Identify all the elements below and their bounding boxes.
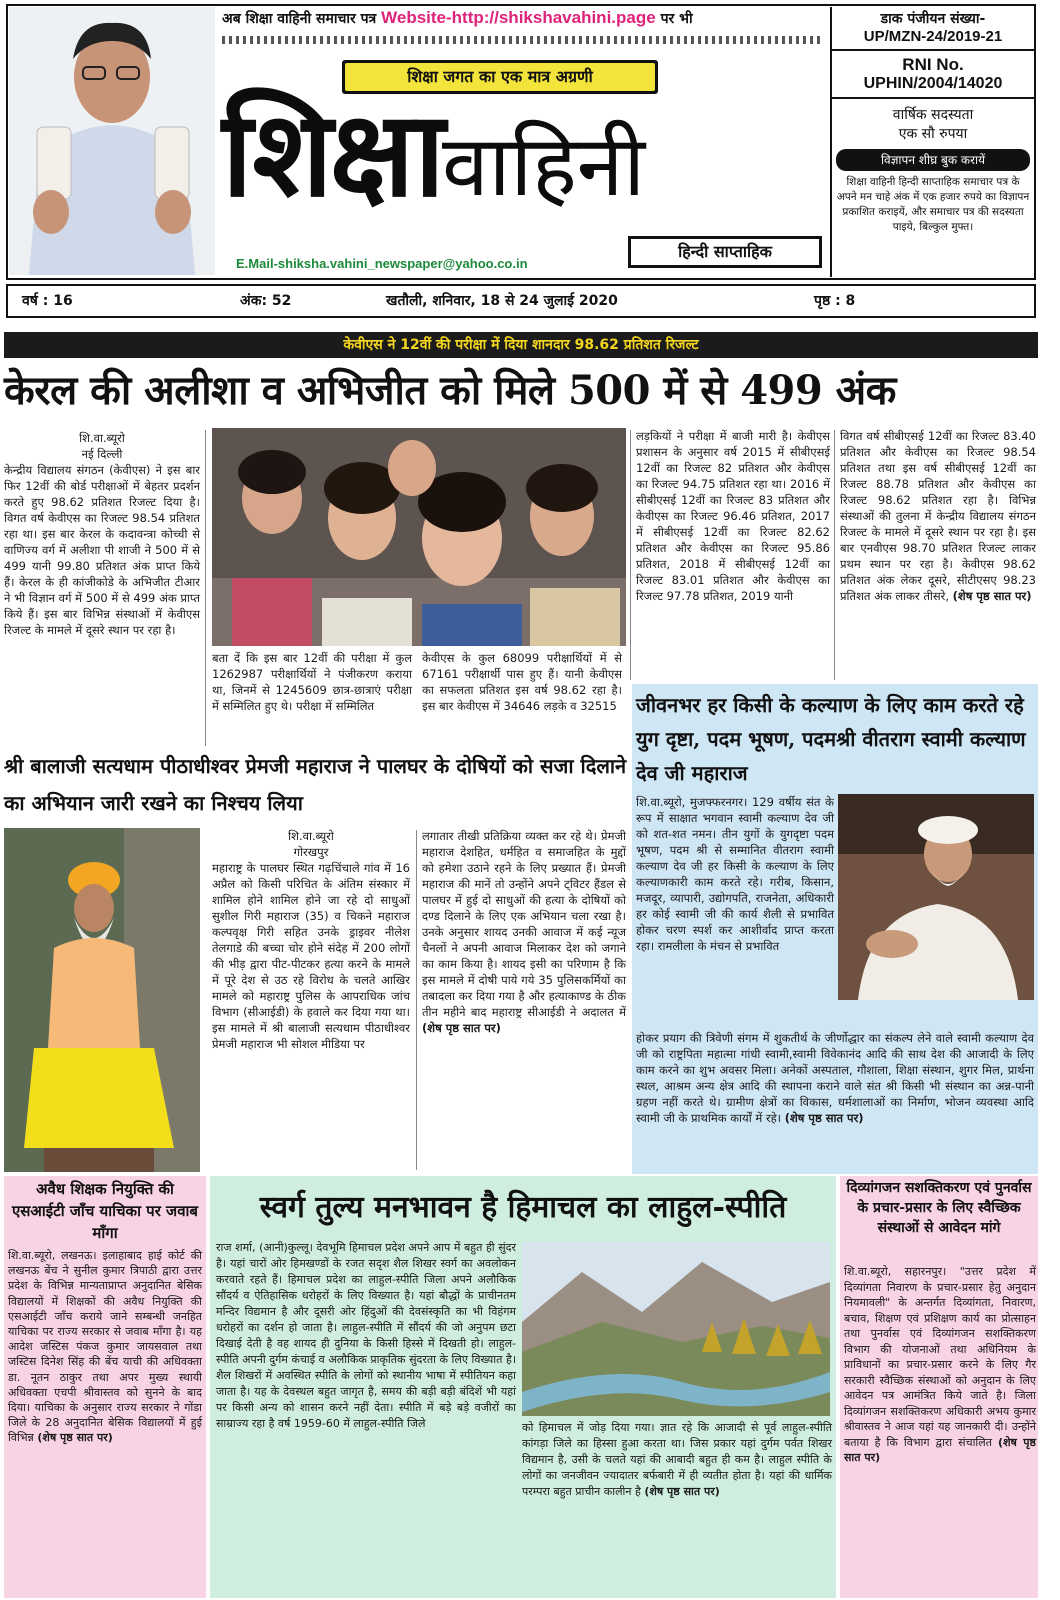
students-celebrating-icon <box>212 428 626 646</box>
story2-headline: श्री बालाजी सत्यधाम पीठाधीश्वर प्रेमजी महाराज ने पालघर के दोषियों को सजा दिलाने का अभियान जारी रखने का निश्चय लिया <box>4 754 627 815</box>
sadhu-photo <box>4 828 200 1172</box>
story1-col1 <box>4 430 200 746</box>
swami-portrait-icon <box>838 794 1034 1000</box>
editor-portrait-icon <box>9 7 215 275</box>
story2-continued: (शेष पृष्ठ सात पर) <box>422 1021 501 1035</box>
rni-number: UPHIN/2004/14020 <box>832 75 1034 99</box>
dateline <box>6 284 1036 318</box>
subscription-line1: वार्षिक सदस्यता <box>892 107 974 123</box>
story1-col4: लड़कियों ने परीक्षा में बाजी मारी है। केवीएस प्रशासन के अनुसार वर्ष 2015 में सीबीएसई 12वीं का रिजल्ट 82 प्रतिशत और केवीएस का रिजल्ट 94.75 प्रतिशत रहा था। 2016 में सीबीएसई 12वीं का रिजल्ट 83 प्रतिशत और केवीएस का रिजल्ट 96.46 प्रतिशत, 2017 में सीबीएसई 12वीं का रिजल्ट 82.62 प्रतिशत और केवीएस का रिजल्ट 95.86 प्रतिशत, 2018 में सीबीएसई 12वीं का रिजल्ट 83.01 प्रतिशत और केवीएस का रिजल्ट 97.78 प्रतिशत, 2019 यानी <box>636 429 830 603</box>
story2-col1-text: महाराष्ट्र के पालघर स्थित गढ़चिंचाले गांव में 16 अप्रैल को किसी परिचित के अंतिम संस्कार में शामिल होने शामिल होने जा रहे दो साधुओं सुशील गिरी महाराज (35) व चिकने महाराज कल्पवृक्ष गिरी सहित उनके ड्राइवर नीलेश तेलगाडे की बच्चा चोर होने संदेह में 200 लोगों की भीड़ द्वारा पीट-पीटकर हत्या करने के मामले में पूरे देश से उठ रहे विरोध के चलते आखिर मामले को महाराष्ट्र पुलिस के आपराधिक जांच विभाग (सीआईडी) के हवाले कर दिया गया था। इस मामले में श्री बालाजी सत्यधाम पीठाधीश्वर प्रेमजी महाराज भी सोशल मीडिया पर <box>212 861 410 1051</box>
story6-headline: दिव्यांगजन सशक्तिकरण एवं पुनर्वास के प्रचार-प्रसार के लिए स्वैच्छिक संस्थाओं से आवेदन मांगे <box>846 1180 1032 1236</box>
title-part1: शिक्षा <box>222 84 442 223</box>
story6-continued: (शेष पृष्ठ सात पर) <box>844 1435 1036 1464</box>
story6-body <box>844 1264 1036 1598</box>
story3-col1: शि.वा.ब्यूरो, मुजफ्फरनगर। 129 वर्षीय संत के रूप में साक्षात भगवान स्वामी कल्याण देव जी को शत-शत नमन। तीन युगों के युगदृष्टा पदम भूषण, पदम श्री से सम्मानित वीतराग स्वामी कल्याण देव जी हर किसी के कल्याण के लिए कल्याणकारी काम करते रहे। गरीब, किसान, मजदूर, व्यापारी, उद्योगपति, राजनेता, अधिकारी हर कोई स्वामी जी की कार्य शैली से प्रभावित होकर चरण स्पर्श कर आशीर्वाद प्राप्त करता रहा। रामलीला के मंचन से प्रभावित <box>636 795 834 953</box>
main-headline: केरल की अलीशा व अभिजीत को मिले 500 में से 499 अंक <box>4 367 896 414</box>
story3-col2-text: होकर प्रयाग की त्रिवेणी संगम में शुकतीर्थ के जीर्णोद्धार का संकल्प लेने वाले स्वामी कल्याण देव जी को राष्ट्रपिता महात्मा गांधी स्वामी,स्वामी विवेकानंद आदि की साथ देश की आजादी के लिए काम करने का शुभ अवसर मिला। अनेकों अस्पताल, गौशाला, शिक्षा संस्थान, शुगर मिल, प्रार्थना स्थल, आश्रम अन्य क्षेत्र आदि की स्थापना कराने वाले संत श्री किसी भी संस्थान का अन्न-पानी ग्रहण नहीं करते थे। ग्रामीण क्षेत्रों का विकास, धर्मशालाओं का निर्माण, भोजन व्यवस्था आदि स्वामी जी के प्राथमिक कार्यों में रहे। <box>636 1031 1034 1125</box>
title-part2: वाहिनी <box>441 117 646 215</box>
story4-continued: (शेष पृष्ठ सात पर) <box>37 1431 113 1445</box>
dateline-issue: अंक: 52 <box>240 293 292 309</box>
sadhu-portrait-icon <box>4 828 200 1172</box>
dateline-year: वर्ष : 16 <box>22 293 73 309</box>
story5-headline: स्वर्ग तुल्य मनभावन है हिमाचल का लाहुल-स्पीति <box>259 1190 787 1225</box>
website-link[interactable]: Website-http://shikshavahini.page <box>381 8 656 27</box>
rni-label: RNI No. <box>902 55 964 74</box>
ad-banner: विज्ञापन शीघ्र बुक करायें <box>836 149 1030 171</box>
story4-body-text: शि.वा.ब्यूरो, लखनऊ। इलाहाबाद हाई कोर्ट की लखनऊ बेंच ने सुनील कुमार त्रिपाठी द्वारा उत्तर प्रदेश के विभिन्न मान्यताप्राप्त अनुदानित बेसिक विद्यालयों में शिक्षकों की अवैध नियुक्ति की एसआईटी जाँच कराये जाने सम्बन्धी जनहित याचिका पर राज्य सरकार से जवाब माँगा है। यह आदेश जस्टिस पंकज कुमार जायसवाल तथा जस्टिस दिनेश सिंह की बेंच याची की अधिवक्ता डा. नूतन ठाकुर तथा अपर मुख्य स्थायी अधिवक्ता एचपी श्रीवास्तव को सुनने के बाद दिया। याचिका के अनुसार राज्य सरकार ने गोंडा जिले के 28 अनुदानित बेसिक विद्यालयों में हुई विभिन्न <box>8 1249 202 1445</box>
info-panel <box>830 7 1034 277</box>
story1-continued: (शेष पृष्ठ सात पर) <box>952 589 1032 603</box>
story4-body <box>8 1248 202 1598</box>
story6-body-text: शि.वा.ब्यूरो, सहारनपुर। "उत्तर प्रदेश में दिव्यांगता निवारण के प्रचार-प्रसार हेतु अनुदान नियमावली" के अन्तर्गत दिव्यांगता, निवारण, बचाव, शिक्षण एवं प्रशिक्षण कार्य का प्रोत्साहन तथा पुनर्वास एवं दिव्यांगजन सशक्तिकरण विभाग की योजनाओं तथा अधिनियम के प्राविधानों का प्रचार-प्रसार करने के लिए गैर सरकारी स्वैच्छिक संस्थाओं को अनुदान के लिए आवेदन पत्र आमंत्रित किये जाते है। जिला दिव्यांगजन सशक्तिकरण अधिकारी अभय कुमार श्रीवास्तव ने आज यहां यह जानकारी दी। उन्होंने बताया है कि विभाग द्वारा संचालित <box>844 1265 1036 1449</box>
story1-col3: केवीएस के कुल 68099 परीक्षार्थियों में से 67161 परीक्षार्थी पास हुए हैं। यानी केवीएस का सफलता प्रतिशत इस वर्ष 98.62 रहा है। इस बार केवीएस में 34646 लड़के व 32515 <box>422 651 622 713</box>
divider <box>205 430 206 746</box>
kicker-band <box>4 332 1038 358</box>
story2-byline1: शि.वा.ब्यूरो <box>288 829 334 843</box>
dateline-place-date: खतौली, शनिवार, 18 से 24 जुलाई 2020 <box>386 293 618 309</box>
masthead-title <box>222 70 824 238</box>
story5-continued: (शेष पृष्ठ सात पर) <box>644 1485 720 1498</box>
story1-col1-text: केन्द्रीय विद्यालय संगठन (केवीएस) ने इस बार फिर 12वीं की बोर्ड परीक्षाओं में बेहतर प्रदर्शन करते हुए 98.62 प्रतिशत रिजल्ट दिया है। विगत वर्ष केवीएस का रिजल्ट 98.54 प्रतिशत रहा था। इस बार केरल के कदावन्त्रा कोच्ची से वाणिज्य वर्ग में अलीशा पी शाजी ने 500 में से 499 यानी 99.80 प्रतिशत अंक प्राप्त किये हैं। केरल के ही कांजीकोडे के अभिजीत टीआर ने भी विज्ञान वर्ग में 500 में से 499 अंक प्राप्त किये हैं। इस बार विभिन्न संस्थाओं में केवीएस रिजल्ट के मामले में दूसरे स्थान पर रहा है। <box>4 463 200 637</box>
divider <box>416 830 417 1170</box>
top-line-left: अब शिक्षा वाहिनी समाचार पत्र <box>222 11 377 27</box>
story1-col2: बता दें कि इस बार 12वीं की परीक्षा में कुल 1262987 परीक्षार्थियों ने पंजीकरण कराया था, जिनमें से 1245609 छात्र-छात्राएं परीक्षा में सम्मिलित हुए थे। परीक्षा में सम्मिलित <box>212 651 412 713</box>
tagline: शिक्षा जगत का एक मात्र अग्रणी <box>345 63 655 91</box>
story2-byline2: गोरखपुर <box>293 845 329 859</box>
story2-col2 <box>422 828 626 1170</box>
story1-byline1: शि.वा.ब्यूरो <box>79 431 125 445</box>
subscription-line2: एक सौ रुपया <box>898 126 968 142</box>
divider <box>834 430 835 680</box>
subtitle-box <box>628 236 822 268</box>
story3-headline: जीवनभर हर किसी के कल्याण के लिए काम करते रहे युग दृष्टा, पदम भूषण, पदमश्री वीतराग स्वामी कल्याण देव जी महाराज <box>636 693 1026 785</box>
postal-label: डाक पंजीयन संख्या- <box>880 11 986 27</box>
kicker: केवीएस ने 12वीं की परीक्षा में दिया शानदार 98.62 प्रतिशत रिजल्ट <box>343 337 699 353</box>
story5-col1: राज शर्मा, (आनी)कुल्लू। देवभूमि हिमाचल प्रदेश अपने आप में बहुत ही सुंदर है। यहां चारों ओर हिमखण्डों के रजत सदृश शैल शिखर स्वर्ग का अवलोकन करवाते रहते हैं। हिमाचल प्रदेश का लाहुल-स्पीति जिला अपने अलौकिक सौंदर्य व ऐतिहासिक धरोहरों के लिए विख्यात है। यहां बौद्धों के प्राचीनतम मन्दिर विद्यमान है और दूसरी ओर हिंदुओं की देवसंस्कृति का भी विहंगम धरोहरों का दर्शन हो जाता है। लाहुल-स्पीति में सौंदर्य की जो अनुपम छटा दिखाई देती है वह शायद ही दुनिया के किसी हिस्से में दिखती हो। लाहुल-स्पीति अपनी दुर्गम कंचाई व अलौकिक प्राकृतिक सुंदरता के लिए विख्यात है। शैल शिखरों में अवस्थित स्पीति के लोगों को स्थानीय भाषा में स्पीतियन कहा जाता है। यह के देवस्थल बहुत जागृत है, समय की बड़ी बड़ी बंदिशें भी यहां पर किसी अन्य को शासन करने नहीं देता। स्पीति में बड़े बड़े वजीरों का साम्राज्य रहा है वर्ष 1959-60 में लाहुल-स्पीति जिले <box>216 1241 516 1430</box>
story3-continued: (शेष पृष्ठ सात पर) <box>784 1111 864 1125</box>
story5-col2-text: को हिमाचल में जोड़ दिया गया। ज्ञात रहे कि आजादी से पूर्व लाहुल-स्पीति कांगड़ा जिले का हिस्सा हुआ करता था। जिस प्रकार यहां दुर्गम पर्वत शिखर विद्यमान है, उसी के चलते यहां की आबादी बहुत ही कम है। लाहुल स्पीति के लोगों का जनजीवन ज्यादातर बर्फबारी में ही व्यतीत होता है। यहां की धार्मिक परम्परा बहुत प्राचीन कालीन है <box>522 1421 832 1498</box>
story5-col2 <box>522 1420 832 1596</box>
top-line <box>222 8 824 32</box>
mountain-valley-icon <box>522 1242 830 1416</box>
story1-byline2: नई दिल्ली <box>81 447 123 461</box>
story3-col2 <box>636 1030 1034 1172</box>
story1-col5 <box>840 428 1036 684</box>
story4-headline: अवैध शिक्षक नियुक्ति की एसआईटी जाँच याचिका पर जवाब माँगा <box>12 1180 198 1242</box>
students-photo <box>212 428 626 646</box>
dateline-pages: पृष्ठ : 8 <box>814 293 856 309</box>
ad-text: शिक्षा वाहिनी हिन्दी साप्ताहिक समाचार पत्र के अपने मन चाहे अंक में एक हजार रुपये का विज्ञापन प्रकाशित कराइयें, और समाचार पत्र की सदस्यता पाइये, बिल्कुल मुफ्त। <box>836 176 1030 233</box>
swami-photo <box>838 794 1034 1000</box>
postal-number: UP/MZN-24/2019-21 <box>832 28 1034 51</box>
editor-photo <box>9 7 215 275</box>
story1-col5-text: विगत वर्ष सीबीएसई 12वीं का रिजल्ट 83.40 प्रतिशत और केवीएस का रिजल्ट 98.54 प्रतिशत तथा इस वर्ष सीबीएसई 12वीं का रिजल्ट 88.78 प्रतिशत और केवीएस का रिजल्ट 98.62 प्रतिशत रहा है। विभिन्न संस्थाओं की तुलना में केन्द्रीय विद्यालय संगठन रिजल्ट के मामले में दूसरे स्थान पर रहा है। इस बार एनवीएस 98.70 प्रतिशत रिजल्ट लाकर प्रथम स्थान पर रहा है। केवीएस 98.62 प्रतिशत अंक लेकर दूसरे, सीटीएसए 98.23 प्रतिशत अंक लाकर तीसरे, <box>840 429 1036 603</box>
story2-col2-text: लगातार तीखी प्रतिक्रिया व्यक्त कर रहे थे। प्रेमजी महाराज देशहित, धर्महित व समाजहित के मुद्दों को हमेशा उठाने रहने के लिए प्रख्यात हैं। प्रेमजी महाराज की मानें तो उन्होंने अपने ट्विटर हैंडल से पालघर में हुई दो साधुओं की हत्या के दोषियों को दण्ड दिलाने के लिए एक अभियान चला रखा है। उनके अनुसार शायद उनकी आवाज में कई न्यूज चैनलों ने अपनी आवाज मिलाकर देश को जगाने का काम किया है। शायद इसी का परिणाम है कि इस मामले में दोषी पाये गये 35 पुलिसकर्मियों का तबादला कर दिया गया है और हत्याकाण्ड के ठीक तीन महीने बाद महाराष्ट्र सीआईडी ने अदालत में <box>422 829 626 1019</box>
divider <box>630 430 631 680</box>
decorative-rule <box>222 36 824 44</box>
email-link[interactable]: E.Mail-shiksha.vahini_newspaper@yahoo.co.in <box>236 256 528 271</box>
story2-col1 <box>212 828 410 1170</box>
lahaul-spiti-photo <box>522 1242 830 1416</box>
subtitle: हिन्दी साप्ताहिक <box>631 239 819 265</box>
top-line-right: पर भी <box>660 11 693 27</box>
